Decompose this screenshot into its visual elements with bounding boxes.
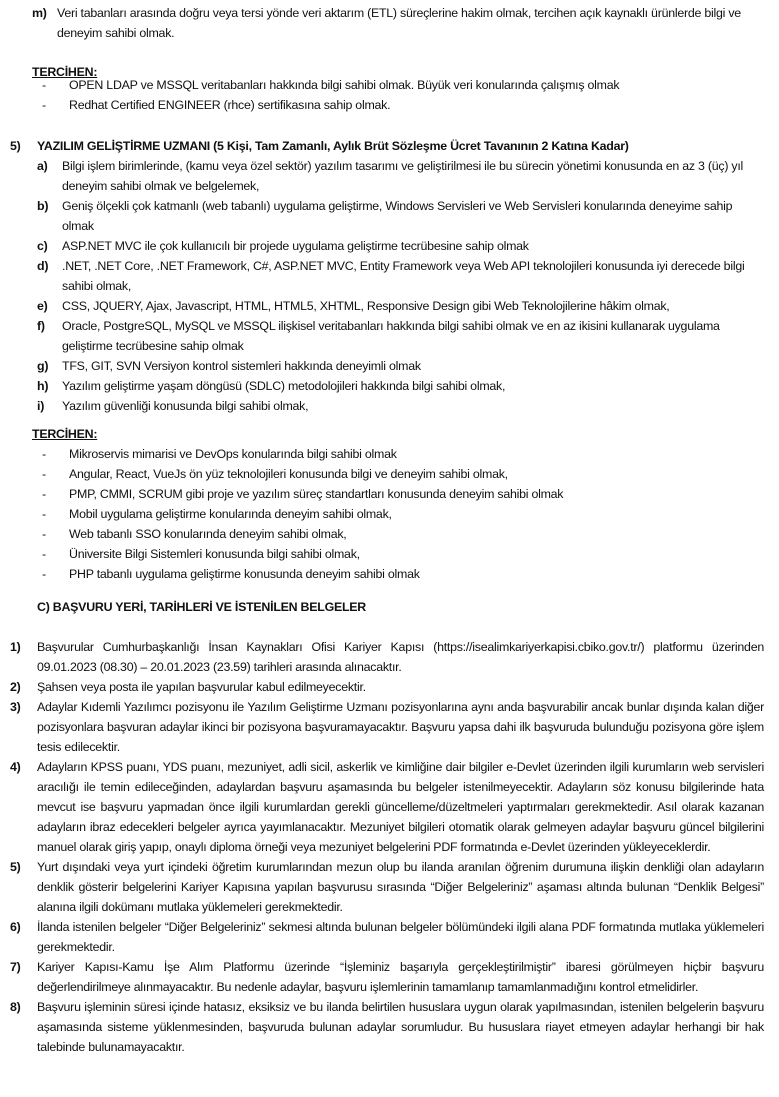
preferred-heading: TERCİHEN:: [32, 65, 98, 79]
preferred-item: [40, 484, 760, 504]
item-text: Oracle, PostgreSQL, MySQL ve MSSQL ilişkisel veritabanları hakkında bilgi sahibi olmak ve en az ikisini kullanarak uygulama geliştirme tecrübesine sahip olmak: [62, 319, 720, 353]
preferred-item: [40, 75, 760, 95]
preferred-item: [40, 444, 760, 464]
requirement-item: [37, 356, 764, 376]
requirement-item: [37, 236, 764, 256]
rule-item: [10, 997, 764, 1057]
rule-item: [10, 857, 764, 917]
preferred-item-text: Mikroservis mimarisi ve DevOps konularında bilgi sahibi olmak: [69, 447, 397, 461]
preferred-item-text: Üniversite Bilgi Sistemleri konusunda bilgi sahibi olmak,: [69, 547, 360, 561]
preferred-item-text: OPEN LDAP ve MSSQL veritabanları hakkında bilgi sahibi olmak. Büyük veri konularında çalışmış olmak: [69, 78, 620, 92]
item-text: Kariyer Kapısı-Kamu İşe Alım Platformu üzerinde “İşleminiz başarıyla gerçekleştirilmiştir” ibaresi görülmeyen hiçbir başvuru değerlendirilmeye alınmayacaktır. Bu nedenle adaylar, başvuru işlemlerinin tamamlanıp tamamlanmadığını kontrol etmelidirler.: [37, 960, 764, 994]
bullet-dash: -: [42, 467, 46, 481]
bullet-dash: -: [42, 487, 46, 501]
item-label: 6): [10, 920, 21, 934]
rule-item: [10, 697, 764, 757]
rule-item: [10, 677, 764, 697]
preferred-item-text: PHP tabanlı uygulama geliştirme konusunda deneyim sahibi olmak: [69, 567, 420, 581]
bullet-dash: -: [42, 527, 46, 541]
requirement-item: [37, 316, 764, 356]
item-label: e): [37, 299, 48, 313]
preferred-item: [40, 524, 760, 544]
preferred-list: [40, 444, 760, 584]
preferred-item-text: PMP, CMMI, SCRUM gibi proje ve yazılım süreç standartları konusunda deneyim sahibi olmak: [69, 487, 564, 501]
preferred-item: [40, 95, 760, 115]
item-label: 2): [10, 680, 21, 694]
requirement-item-m: [32, 3, 762, 43]
requirement-item: [37, 376, 764, 396]
preferred-item: [40, 464, 760, 484]
section-title: YAZILIM GELİŞTİRME UZMANI (5 Kişi, Tam Zamanlı, Aylık Brüt Sözleşme Ücret Tavanının 2 Katına Kadar): [37, 139, 629, 153]
item-label: g): [37, 359, 49, 373]
item-text: İlanda istenilen belgeler “Diğer Belgeleriniz” sekmesi altında bulunan belgeler bölümündeki ilgili alana PDF formatında mutlaka yüklemeleri gerekmektedir.: [37, 920, 764, 954]
bullet-dash: -: [42, 567, 46, 581]
item-text: CSS, JQUERY, Ajax, Javascript, HTML, HTML5, XHTML, Responsive Design gibi Web Teknolojilerine hâkim olmak,: [62, 299, 670, 313]
preferred-item-text: Web tabanlı SSO konularında deneyim sahibi olmak,: [69, 527, 347, 541]
item-text: Veri tabanları arasında doğru veya tersi yönde veri aktarım (ETL) süreçlerine hakim olmak, tercihen açık kaynaklı ürünlerde bilgi ve deneyim sahibi olmak.: [57, 6, 741, 40]
item-label: d): [37, 259, 49, 273]
bullet-dash: -: [42, 507, 46, 521]
bullet-dash: -: [42, 447, 46, 461]
preferred-item-text: Redhat Certified ENGINEER (rhce) sertifikasına sahip olmak.: [69, 98, 391, 112]
preferred-item: [40, 564, 760, 584]
item-label: 8): [10, 1000, 21, 1014]
application-rules-list: [10, 637, 764, 1057]
section-c-heading: C) BAŞVURU YERİ, TARİHLERİ VE İSTENİLEN BELGELER: [37, 600, 367, 614]
rule-item: [10, 757, 764, 857]
preferred-item-text: Angular, React, VueJs ön yüz teknolojileri konusunda bilgi ve deneyim sahibi olmak,: [69, 467, 508, 481]
preferred-item: [40, 504, 760, 524]
item-text: Yazılım güvenliği konusunda bilgi sahibi olmak,: [62, 399, 309, 413]
item-text: Şahsen veya posta ile yapılan başvurular kabul edilmeyecektir.: [37, 680, 366, 694]
item-label: 3): [10, 700, 21, 714]
item-label: h): [37, 379, 49, 393]
item-label: 1): [10, 640, 21, 654]
item-text: Başvurular Cumhurbaşkanlığı İnsan Kaynakları Ofisi Kariyer Kapısı (https://isealimkariyerkapisi.cbiko.gov.tr/) platformu üzerinden 09.01.2023 (08.30) – 20.01.2023 (23.59) tarihleri arasında alınacaktır.: [37, 640, 764, 674]
requirement-item: [37, 196, 764, 236]
rule-item: [10, 917, 764, 957]
item-text: .NET, .NET Core, .NET Framework, C#, ASP.NET MVC, Entity Framework veya Web API teknolojileri konusunda iyi derecede bilgi sahibi olmak,: [62, 259, 745, 293]
bullet-dash: -: [42, 98, 46, 112]
item-text: Adaylar Kıdemli Yazılımcı pozisyonu ile Yazılım Geliştirme Uzmanı pozisyonlarına aynı anda başvurabilir ancak bunlar dışında kalan diğer pozisyonlara başvuran adaylar ikinci bir pozisyona başvuramayacaktır. Başvuru yapsa dahi ilk başvuruda bulunduğu pozisyona göre işlem tesis edilecektir.: [37, 700, 764, 754]
section-number: 5): [10, 139, 21, 153]
item-text: Geniş ölçekli çok katmanlı (web tabanlı) uygulama geliştirme, Windows Servisleri ve Web Servisleri konularında deneyime sahip olmak: [62, 199, 733, 233]
requirements-list: [37, 156, 764, 416]
item-text: ASP.NET MVC ile çok kullanıcılı bir projede uygulama geliştirme tecrübesine sahip olmak: [62, 239, 529, 253]
item-label: 7): [10, 960, 21, 974]
item-label: 4): [10, 760, 21, 774]
rule-item: [10, 637, 764, 677]
item-text: Yazılım geliştirme yaşam döngüsü (SDLC) metodolojileri hakkında bilgi sahibi olmak,: [62, 379, 506, 393]
item-text: TFS, GIT, SVN Versiyon kontrol sistemleri hakkında deneyimli olmak: [62, 359, 421, 373]
item-text: Başvuru işleminin süresi içinde hatasız, eksiksiz ve bu ilanda belirtilen hususlara uygun olarak yapılmasından, istenilen belgelerin başvuru aşamasında sisteme yüklenmesinden, başvuruda bulunan adaylar sorumludur. Bu hususlara riayet etmeyen adaylar herhangi bir hak talebinde bulunamayacaktır.: [37, 1000, 764, 1054]
item-label: a): [37, 159, 48, 173]
item-label: 5): [10, 860, 21, 874]
item-label: i): [37, 399, 45, 413]
item-text: Adayların KPSS puanı, YDS puanı, mezuniyet, adli sicil, askerlik ve kimliğine dair bilgiler e-Devlet üzerinden ilgili kurumların web servisleri aracılığı ile temin edileceğinden, adaylardan başvuru aşamasında bu belgeler istenilmeyecektir. Adayların söz konusu bilgilerinde hata mevcut ise başvuru yapmadan önce ilgili kurumlardan gerekli güncelleme/düzeltmeleri yaptırmaları gerekmektedir. Asıl olarak kazanan adayların ibraz edecekleri belgeler ayrıca yayımlanacaktır. Mezuniyet bilgileri otomatik olarak gelmeyen adaylar başvuru güncel bilgilerini manuel olarak giriş yapıp, onaylı diploma örneği veya mezuniyet belgelerini PDF formatında e-Devlet üzerinden yükleyeceklerdir.: [37, 760, 764, 854]
preferred-item-text: Mobil uygulama geliştirme konularında deneyim sahibi olmak,: [69, 507, 392, 521]
preferred-list: [40, 75, 760, 115]
requirement-item: [37, 156, 764, 196]
requirement-item: [37, 296, 764, 316]
bullet-dash: -: [42, 547, 46, 561]
item-label: c): [37, 239, 48, 253]
item-label: m): [32, 6, 47, 20]
rule-item: [10, 957, 764, 997]
item-text: Bilgi işlem birimlerinde, (kamu veya özel sektör) yazılım tasarımı ve geliştirilmesi ile bu sürecin yönetimi konusunda en az 3 (üç) yıl deneyim sahibi olmak ve belgelemek,: [62, 159, 744, 193]
bullet-dash: -: [42, 78, 46, 92]
item-label: b): [37, 199, 49, 213]
requirement-item: [37, 256, 764, 296]
preferred-heading: TERCİHEN:: [32, 427, 98, 441]
section-5-heading: [10, 136, 629, 156]
item-label: f): [37, 319, 45, 333]
item-text: Yurt dışındaki veya yurt içindeki öğretim kurumlarından mezun olup bu ilanda aranılan öğrenim durumuna ilişkin denkliği olan adayların denklik gösterir belgelerini Kariyer Kapısına yapılan başvurusu sırasında “Diğer Belgeleriniz” aşaması altında bulunan “Denklik Belgesi” alanına ilgili dokümanı mutlaka yüklemeleri gerekmektedir.: [37, 860, 764, 914]
requirement-item: [37, 396, 764, 416]
preferred-item: [40, 544, 760, 564]
